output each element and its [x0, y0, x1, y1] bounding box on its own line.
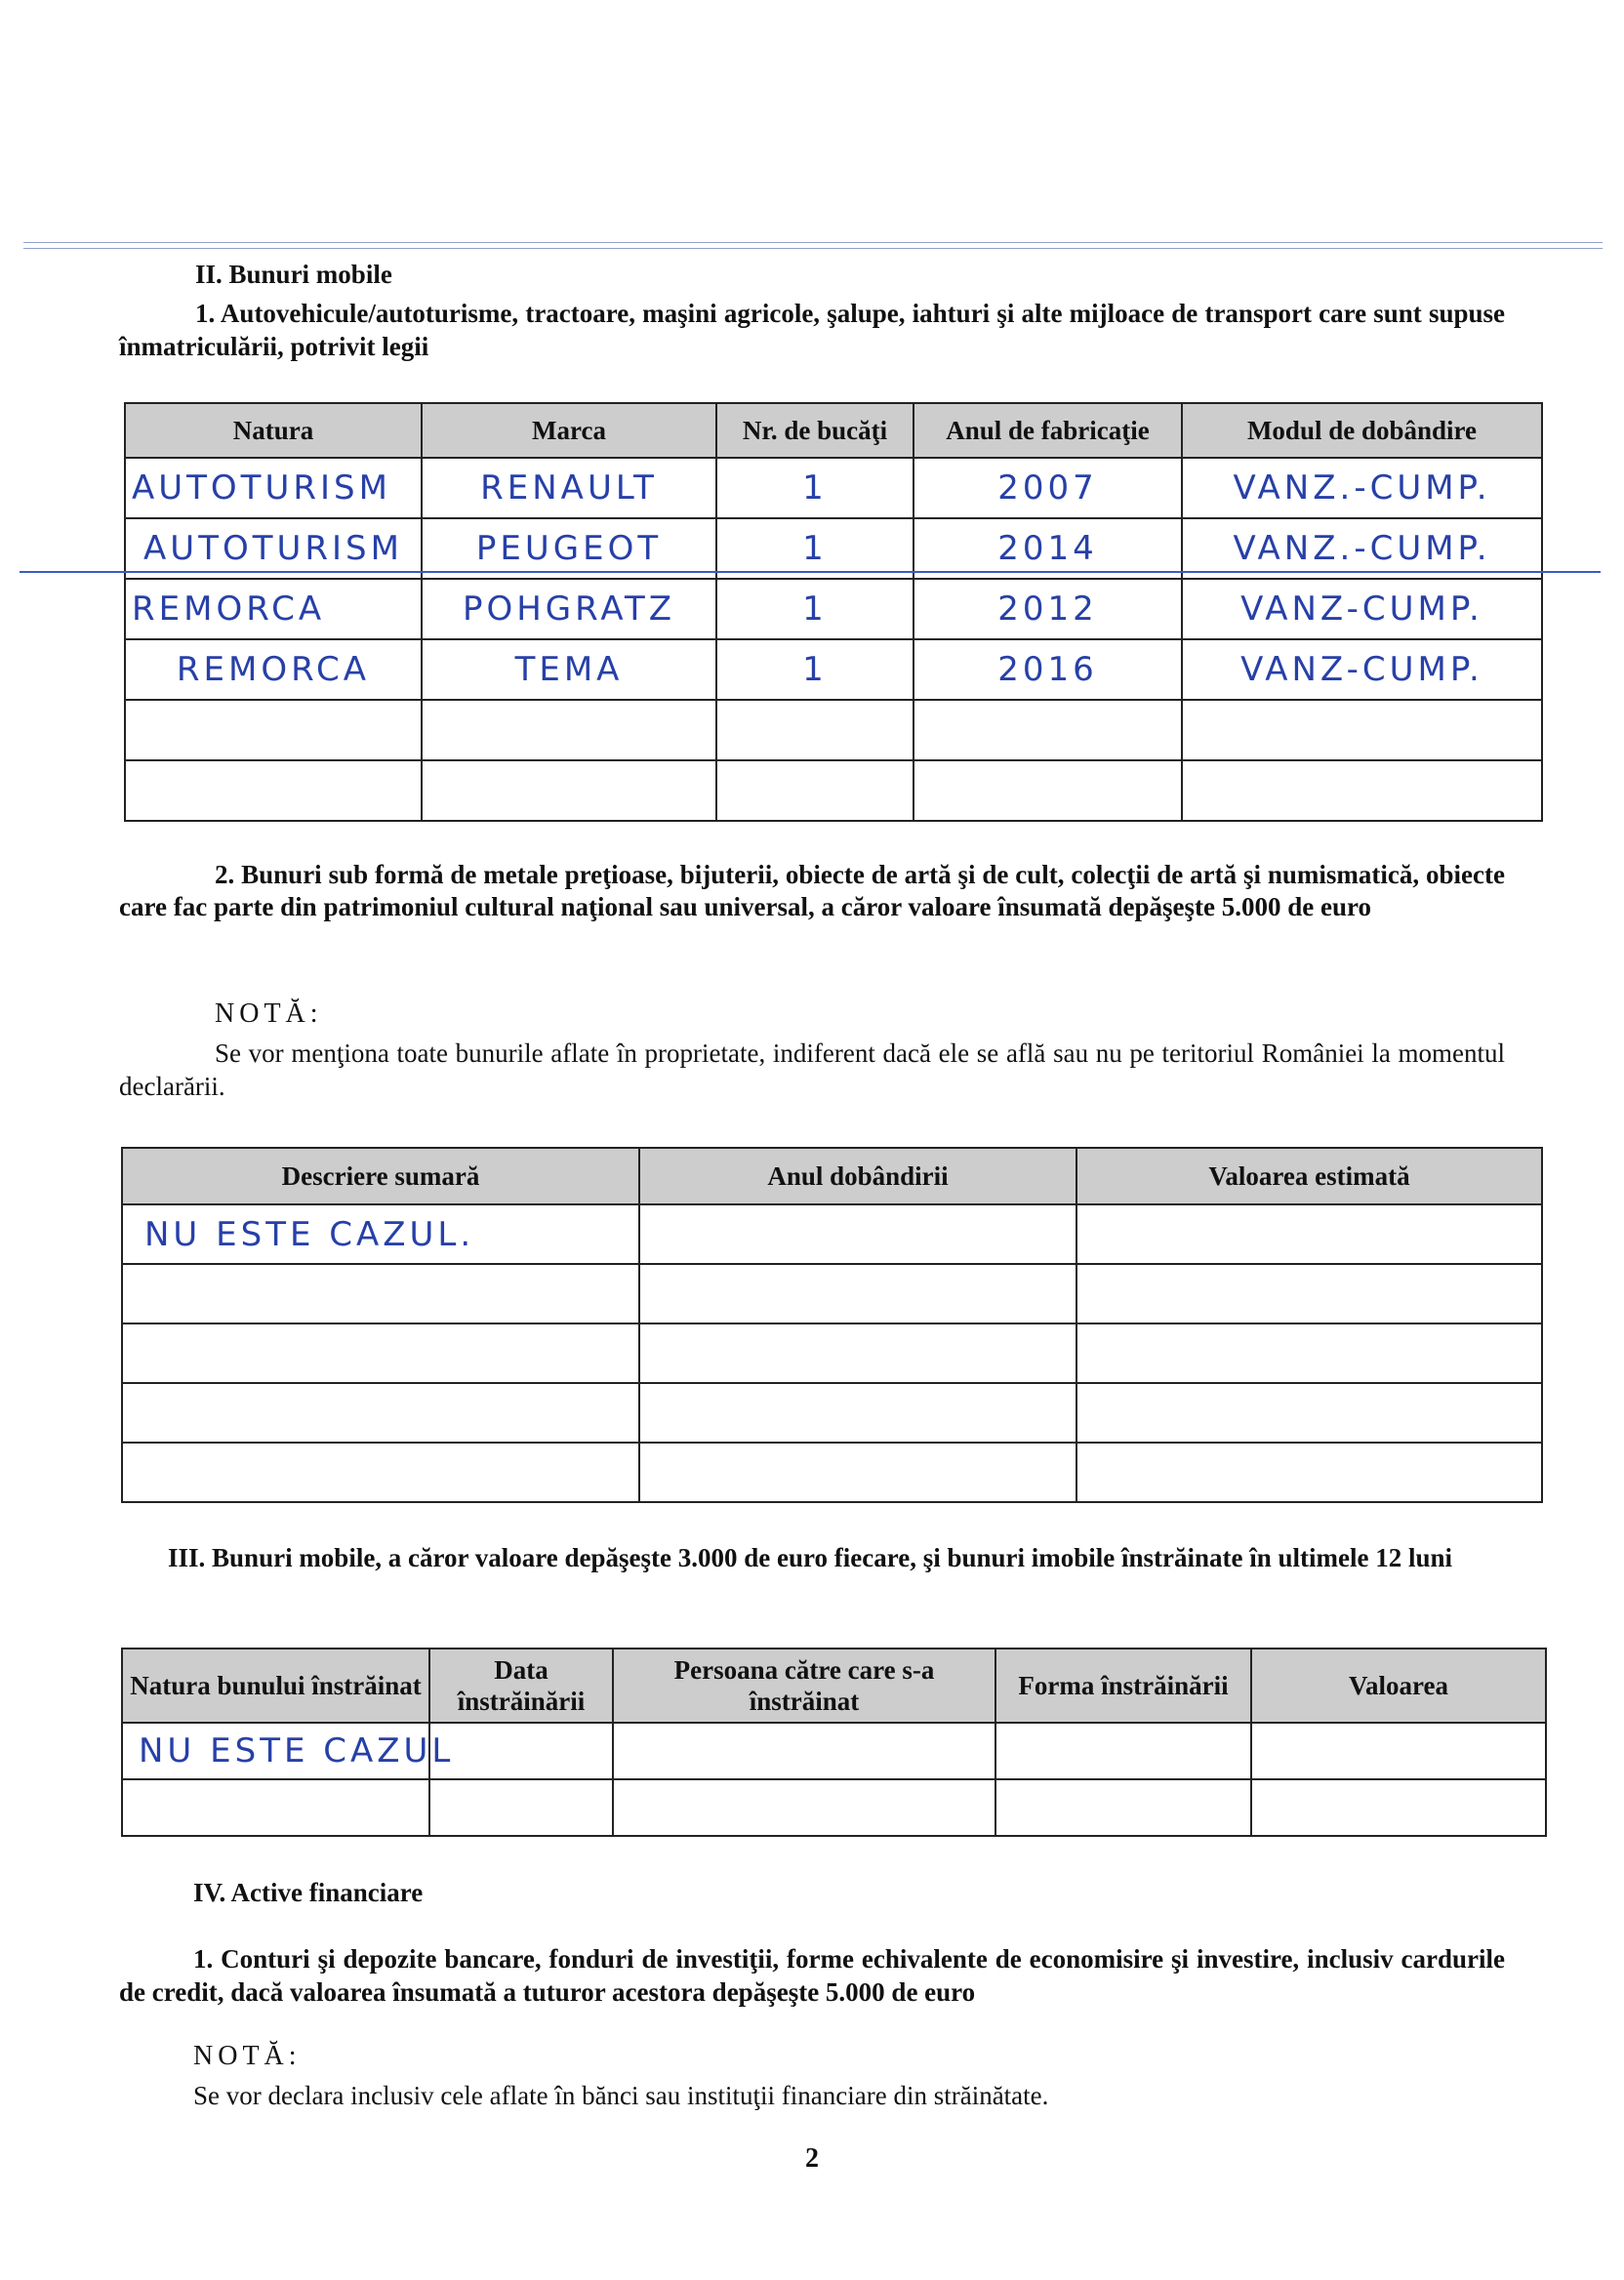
table-row — [125, 700, 1542, 760]
cell-an-fabricatie — [914, 760, 1182, 821]
cell-an-dobandire — [639, 1264, 1076, 1323]
table-row — [125, 760, 1542, 821]
cell-an-dobandire — [639, 1443, 1076, 1502]
cell-data-instrainare — [429, 1723, 613, 1779]
cell-natura — [125, 700, 422, 760]
table-row — [122, 1779, 1546, 1836]
cell-natura — [125, 760, 422, 821]
table-row — [122, 1323, 1542, 1383]
section-subtitle: 1. Autovehicule/autoturisme, tractoare, maşini agricole, şalupe, iahturi şi alte mijloace de transport care sunt supuse înmatriculării, potrivit legii — [119, 299, 1505, 361]
cell-marca: POHGRATZ — [422, 579, 716, 639]
table-row — [122, 1204, 1542, 1264]
cell-natura: AUTOTURISM — [125, 458, 422, 518]
cell-mod-dobandire: VANZ-CUMP. — [1182, 639, 1542, 700]
cell-an-fabricatie — [914, 700, 1182, 760]
cell-nr-bucati: 1 — [716, 518, 914, 579]
cell-descriere — [122, 1264, 639, 1323]
column-header: Anul de fabricaţie — [914, 403, 1182, 458]
nota-heading: NOTĂ: — [215, 998, 323, 1029]
cell-nr-bucati — [716, 760, 914, 821]
cell-natura: REMORCA — [125, 579, 422, 639]
column-header: Descriere sumară — [122, 1148, 639, 1204]
cell-valoare — [1076, 1383, 1542, 1443]
column-header: Valoarea estimată — [1076, 1148, 1542, 1204]
cell-forma — [995, 1723, 1251, 1779]
cell-natura: AUTOTURISM — [125, 518, 422, 579]
cell-nr-bucati — [716, 700, 914, 760]
cell-valoare — [1076, 1264, 1542, 1323]
section-title: III. Bunuri mobile, a căror valoare depăşeşte 3.000 de euro fiecare, şi bunuri imobile înstrăinate în ultimele 12 luni — [168, 1543, 1453, 1572]
cell-descriere — [122, 1383, 639, 1443]
cell-descriere — [122, 1323, 639, 1383]
cell-mod-dobandire: VANZ.-CUMP. — [1182, 518, 1542, 579]
column-header: Anul dobândirii — [639, 1148, 1076, 1204]
cell-marca — [422, 760, 716, 821]
vehicles-table — [124, 402, 1543, 822]
table-row — [125, 458, 1542, 518]
page-number: 2 — [805, 2143, 819, 2174]
cell-valoarea — [1251, 1723, 1546, 1779]
column-header: Modul de dobândire — [1182, 403, 1542, 458]
cell-an-dobandire — [639, 1383, 1076, 1443]
cell-mod-dobandire: VANZ.-CUMP. — [1182, 458, 1542, 518]
column-header: Persoana către care s-a înstrăinat — [613, 1649, 995, 1723]
column-header: Natura bunului înstrăinat — [122, 1649, 429, 1723]
nota-text: Se vor menţiona toate bunurile aflate în proprietate, indiferent dacă ele se află sau nu pe teritoriul României la momentul declarării. — [119, 1038, 1505, 1101]
column-header: Data înstrăinării — [429, 1649, 613, 1723]
column-header: Natura — [125, 403, 422, 458]
cell-an-fabricatie: 2016 — [914, 639, 1182, 700]
column-header: Valoarea — [1251, 1649, 1546, 1723]
table-row — [122, 1264, 1542, 1323]
table-row — [125, 579, 1542, 639]
cell-mod-dobandire — [1182, 700, 1542, 760]
section-title: IV. Active financiare — [193, 1878, 424, 1907]
section-title: II. Bunuri mobile — [195, 260, 392, 289]
cell-an-dobandire — [639, 1204, 1076, 1264]
cell-valoare — [1076, 1443, 1542, 1502]
cell-valoare — [1076, 1204, 1542, 1264]
table-row — [122, 1443, 1542, 1502]
cell-an-fabricatie: 2014 — [914, 518, 1182, 579]
table-row — [122, 1723, 1546, 1779]
cell-forma — [995, 1779, 1251, 1836]
header-rule — [23, 242, 1603, 243]
cell-an-fabricatie: 2007 — [914, 458, 1182, 518]
cell-nr-bucati: 1 — [716, 639, 914, 700]
cell-natura: REMORCA — [125, 639, 422, 700]
column-header: Nr. de bucăţi — [716, 403, 914, 458]
cell-valoare — [1076, 1323, 1542, 1383]
cell-marca: RENAULT — [422, 458, 716, 518]
cell-descriere — [122, 1443, 639, 1502]
header-rule — [23, 248, 1603, 249]
cell-an-fabricatie: 2012 — [914, 579, 1182, 639]
strike-line — [20, 571, 1601, 573]
cell-marca: PEUGEOT — [422, 518, 716, 579]
cell-mod-dobandire: VANZ-CUMP. — [1182, 579, 1542, 639]
cell-natura-bun — [122, 1779, 429, 1836]
cell-marca: TEMA — [422, 639, 716, 700]
valuables-table — [121, 1147, 1543, 1503]
cell-data-instrainare — [429, 1779, 613, 1836]
cell-mod-dobandire — [1182, 760, 1542, 821]
cell-nr-bucati: 1 — [716, 458, 914, 518]
alienated-goods-table — [121, 1648, 1547, 1837]
cell-valoarea — [1251, 1779, 1546, 1836]
table-row — [122, 1383, 1542, 1443]
cell-marca — [422, 700, 716, 760]
cell-nr-bucati: 1 — [716, 579, 914, 639]
cell-an-dobandire — [639, 1323, 1076, 1383]
cell-descriere: NU ESTE CAZUL. — [122, 1204, 639, 1264]
column-header: Marca — [422, 403, 716, 458]
nota-text: Se vor declara inclusiv cele aflate în bănci sau instituţii financiare din străinătate. — [193, 2081, 1049, 2110]
cell-natura-bun: NU ESTE CAZUL — [122, 1723, 429, 1779]
cell-persoana — [613, 1779, 995, 1836]
table-row — [125, 518, 1542, 579]
table-row — [125, 639, 1542, 700]
section-subtitle: 2. Bunuri sub formă de metale preţioase, bijuterii, obiecte de artă şi de cult, colecţii de artă şi numismatică, obiecte care fac parte din patrimoniul cultural naţional sau universal, a căror valoare însumată depăşeşte 5.000 de euro — [119, 860, 1505, 921]
cell-persoana — [613, 1723, 995, 1779]
nota-heading: NOTĂ: — [193, 2041, 302, 2071]
column-header: Forma înstrăinării — [995, 1649, 1251, 1723]
section-subtitle: 1. Conturi şi depozite bancare, fonduri de investiţii, forme echivalente de economisire şi investire, inclusiv cardurile de credit, dacă valoarea însumată a tuturor acestora depăşeşte 5.000 de euro — [119, 1944, 1505, 2007]
